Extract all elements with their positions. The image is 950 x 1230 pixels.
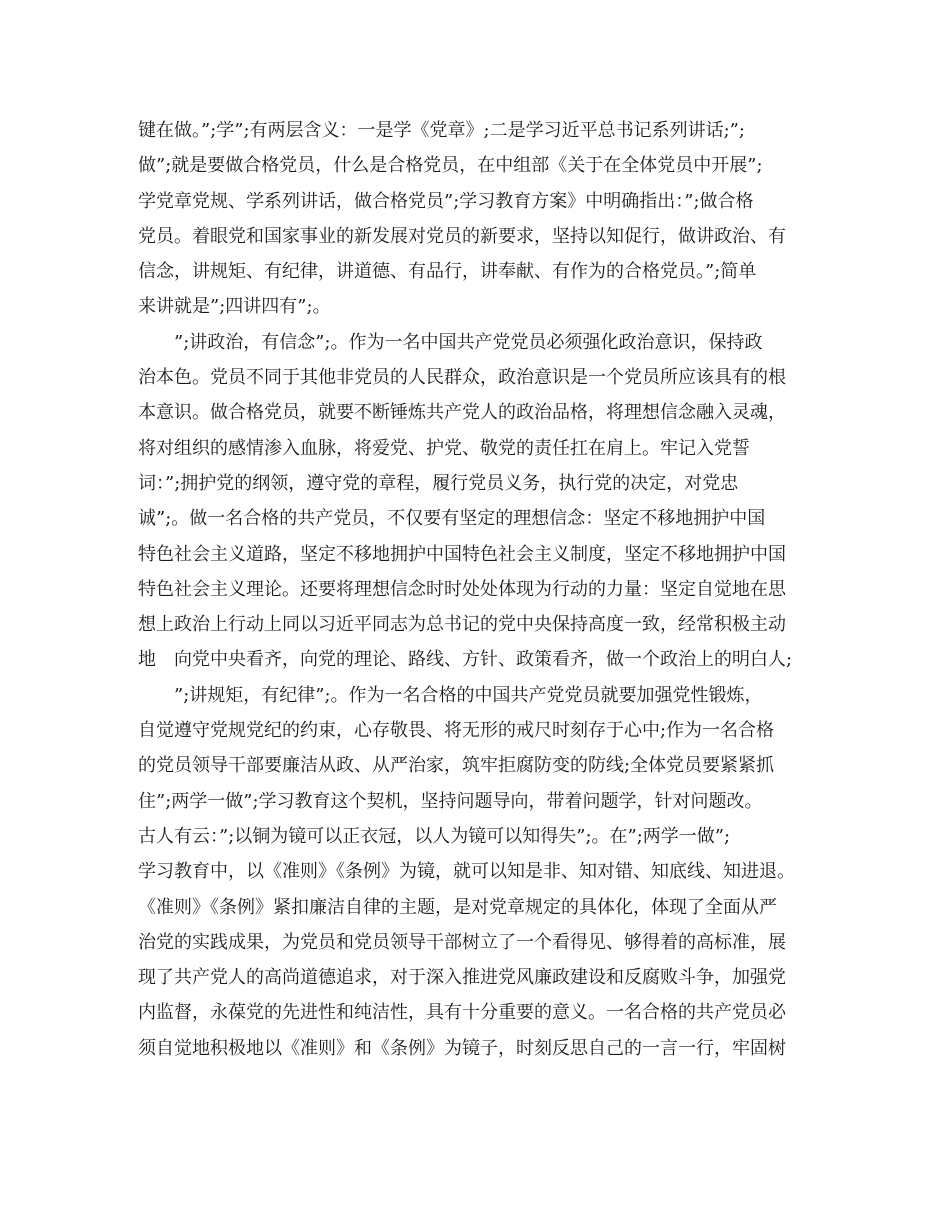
text-line: 的党员领导干部要廉洁从政、从严治家，筑牢拒腐防变的防线;全体党员要紧紧抓 [138, 755, 775, 777]
text-line: 信念，讲规矩、有纪律，讲道德、有品行，讲奉献、有作为的合格党员。”;简单 [138, 261, 757, 283]
text-line: 做”;就是要做合格党员，什么是合格党员，在中组部《关于在全体党员中开展”; [138, 155, 763, 177]
text-line: 内监督，永葆党的先进性和纯洁性，具有十分重要的意义。一名合格的共产党员必 [138, 1002, 786, 1024]
text-line: 《准则》《条例》紧扣廉洁自律的主题，是对党章规定的具体化，体现了全面从严 [138, 896, 777, 918]
body-text [138, 113, 828, 1066]
text-line: 来讲就是”;四讲四有”;。 [138, 296, 331, 318]
text-line: 学党章党规、学系列讲话，做合格党员”;学习教育方案》中明确指出：”;做合格 [138, 190, 754, 212]
text-line: 住”;两学一做”;学习教育这个契机，坚持问题导向，带着问题学，针对问题改。 [138, 790, 763, 812]
text-line: 学习教育中，以《准则》《条例》为镜，就可以知是非、知对错、知底线、知进退。 [138, 861, 795, 883]
text-line: 想上政治上行动上同以习近平同志为总书记的党中央保持高度一致，经常积极主动 [138, 614, 786, 636]
text-line: 现了共产党人的高尚道德追求，对于深入推进党风廉政建设和反腐败斗争，加强党 [138, 967, 786, 989]
text-line: 治党的实践成果，为党员和党员领导干部树立了一个看得见、够得着的高标准，展 [138, 931, 786, 953]
text-line: 特色社会主义理论。还要将理想信念时时处处体现为行动的力量：坚定自觉地在思 [138, 578, 786, 600]
text-line: 古人有云：”;以铜为镜可以正衣冠，以人为镜可以知得失”;。在”;两学一做”; [138, 825, 731, 847]
text-line: 须自觉地积极地以《准则》和《条例》为镜子，时刻反思自己的一言一行，牢固树 [138, 1037, 786, 1059]
text-line: 治本色。党员不同于其他非党员的人民群众，政治意识是一个党员所应该具有的根 [138, 367, 786, 389]
text-line: ”;讲规矩，有纪律”;。作为一名合格的中国共产党党员就要加强党性锻炼， [138, 684, 763, 706]
text-line: 诚”;。做一名合格的共产党员，不仅要有坚定的理想信念：坚定不移地拥护中国 [138, 508, 766, 530]
text-line: 党员。着眼党和国家事业的新发展对党员的新要求，坚持以知促行，做讲政治、有 [138, 225, 786, 247]
text-line: 自觉遵守党规党纪的约束，心存敬畏、将无形的戒尺时刻存于心中;作为一名合格 [138, 720, 775, 742]
text-line: ”;讲政治，有信念”;。作为一名中国共产党党员必须强化政治意识，保持政 [138, 331, 763, 353]
text-line: 地 向党中央看齐，向党的理论、路线、方针、政策看齐，做一个政治上的明白人; [138, 649, 793, 671]
text-line: 特色社会主义道路，坚定不移地拥护中国特色社会主义制度，坚定不移地拥护中国 [138, 543, 786, 565]
text-line: 词：”;拥护党的纲领，遵守党的章程，履行党员义务，执行党的决定，对党忠 [138, 472, 739, 494]
text-line: 将对组织的感情渗入血脉，将爱党、护党、敬党的责任扛在肩上。牢记入党誓 [138, 437, 750, 459]
text-line: 本意识。做合格党员，就要不断锤炼共产党人的政治品格，将理想信念融入灵魂， [138, 402, 786, 424]
text-line: 键在做。”;学”;有两层含义：一是学《党章》;二是学习近平总书记系列讲话;”; [138, 120, 745, 141]
